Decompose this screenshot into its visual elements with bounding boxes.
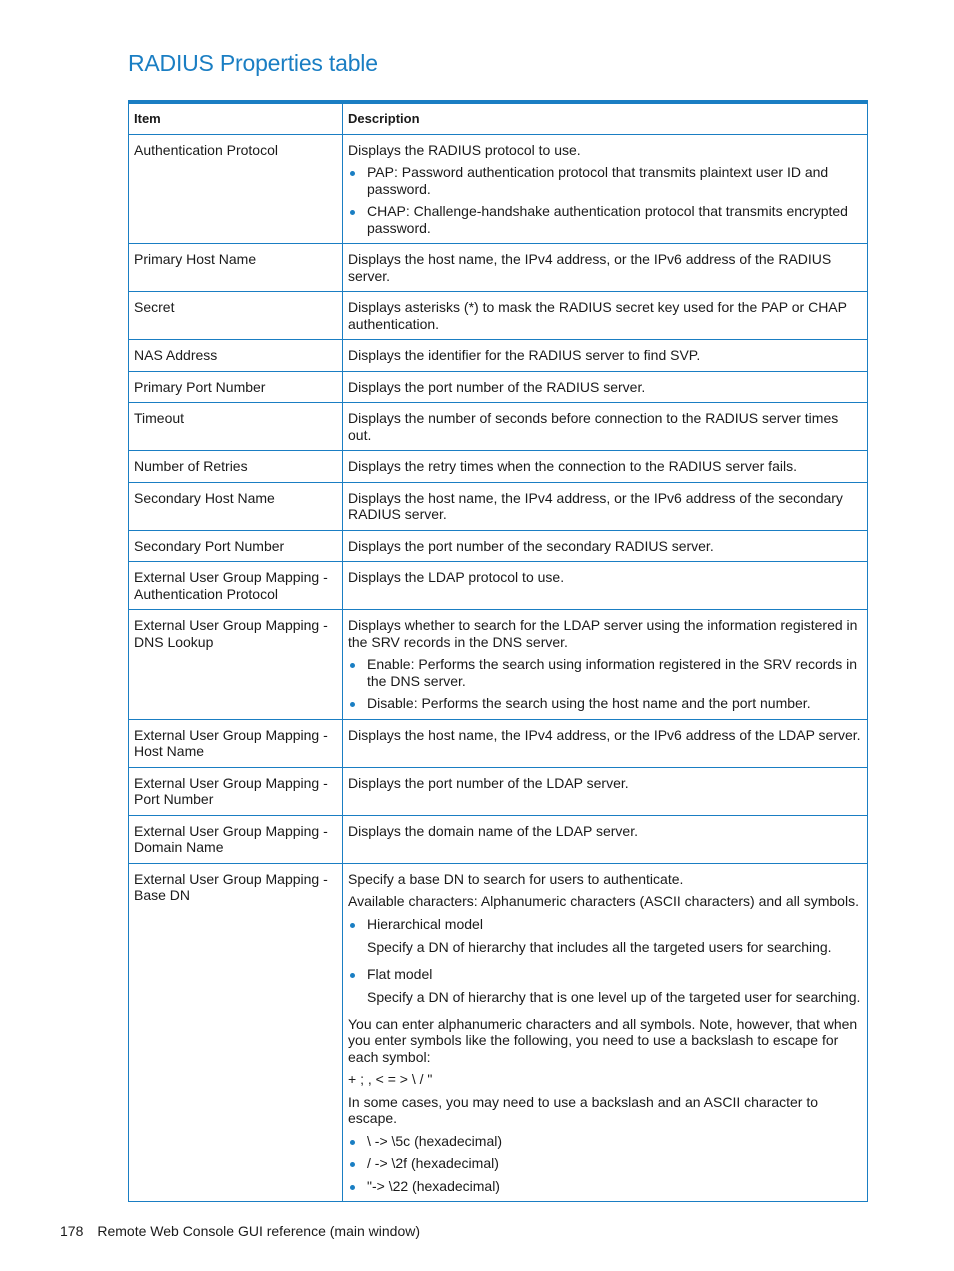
escape-list	[348, 1133, 862, 1195]
item-cell: External User Group Mapping - Authentication Protocol	[129, 562, 343, 610]
header-item: Item	[129, 102, 343, 134]
description-text: Displays the identifier for the RADIUS server to find SVP.	[348, 347, 701, 363]
table-row	[129, 482, 868, 530]
model-name: Flat model	[367, 965, 433, 982]
description-cell	[343, 530, 868, 562]
description-cell	[343, 371, 868, 403]
bullet-icon	[350, 663, 355, 668]
bullet-icon	[350, 1185, 355, 1190]
description-text: Displays the domain name of the LDAP server.	[348, 822, 639, 839]
description-cell	[343, 815, 868, 863]
list-item-text: / -> \2f (hexadecimal)	[367, 1155, 499, 1171]
item-cell: NAS Address	[129, 340, 343, 372]
escape-note: You can enter alphanumeric characters and all symbols. Note, however, that when you enter symbols like the following, you need to use a backslash to escape for each symbol:	[348, 1015, 858, 1065]
description-cell	[343, 403, 868, 451]
item-cell: Secondary Port Number	[129, 530, 343, 562]
table-row	[129, 530, 868, 562]
table-row	[129, 719, 868, 767]
model-name: Hierarchical model	[367, 915, 483, 932]
footer-text: Remote Web Console GUI reference (main window)	[97, 1223, 421, 1239]
list-item-text: PAP: Password authentication protocol that transmits plaintext user ID and password.	[367, 164, 829, 197]
description-cell	[343, 482, 868, 530]
list-item-text: Enable: Performs the search using information registered in the SRV records in the DNS server.	[367, 656, 857, 689]
bullet-icon	[350, 1140, 355, 1145]
description-text: Displays the RADIUS protocol to use.	[348, 141, 581, 158]
list-item	[348, 695, 862, 712]
description-text: Displays the host name, the IPv4 address, or the IPv6 address of the secondary RADIUS server.	[348, 489, 843, 522]
list-item-text: Disable: Performs the search using the host name and the port number.	[367, 695, 811, 711]
header-description: Description	[343, 102, 868, 134]
description-text: Displays the port number of the secondary RADIUS server.	[348, 537, 714, 554]
list-item	[348, 164, 862, 197]
list-item	[348, 1133, 862, 1150]
table-row	[129, 815, 868, 863]
description-text: Displays the number of seconds before connection to the RADIUS server times out.	[348, 410, 839, 443]
model-description: Specify a DN of hierarchy that includes all the targeted users for searching.	[367, 939, 832, 955]
item-cell: Secret	[129, 292, 343, 340]
bullet-list	[348, 656, 862, 712]
description-text: Displays the port number of the RADIUS server.	[348, 378, 646, 395]
description-text: Displays the retry times when the connection to the RADIUS server fails.	[348, 458, 797, 474]
bullet-icon	[350, 171, 355, 176]
list-item-text: CHAP: Challenge-handshake authentication protocol that transmits encrypted password.	[367, 203, 848, 236]
description-text: Specify a base DN to search for users to authenticate.	[348, 870, 684, 887]
description-cell	[343, 340, 868, 372]
description-text: Displays whether to search for the LDAP server using the information registered in the SRV records in the DNS server.	[348, 617, 858, 650]
escape-symbols: + ; , < = > \ / "	[348, 1071, 433, 1087]
list-item	[348, 203, 862, 236]
description-cell	[343, 610, 868, 720]
table-row	[129, 767, 868, 815]
available-characters-text: Available characters: Alphanumeric characters (ASCII characters) and all symbols.	[348, 893, 859, 909]
list-item	[348, 656, 862, 689]
description-cell	[343, 451, 868, 483]
page-footer	[60, 1223, 420, 1239]
description-text: Displays asterisks (*) to mask the RADIUS secret key used for the PAP or CHAP authentication.	[348, 299, 847, 332]
bullet-list	[348, 164, 862, 236]
item-cell: External User Group Mapping - DNS Lookup	[129, 610, 343, 720]
list-item-text: \ -> \5c (hexadecimal)	[367, 1132, 502, 1149]
table-row	[129, 451, 868, 483]
table-row	[129, 863, 868, 1202]
description-text: Displays the port number of the LDAP server.	[348, 774, 629, 791]
model-list	[348, 916, 862, 1006]
bullet-icon	[350, 923, 355, 928]
table-row	[129, 134, 868, 244]
item-cell: External User Group Mapping - Host Name	[129, 719, 343, 767]
list-item	[348, 966, 862, 1006]
table-row	[129, 610, 868, 720]
description-text: Displays the host name, the IPv4 address, or the IPv6 address of the LDAP server.	[348, 726, 861, 743]
table-row	[129, 403, 868, 451]
escape-note-2: In some cases, you may need to use a backslash and an ASCII character to escape.	[348, 1093, 819, 1126]
description-cell	[343, 244, 868, 292]
list-item	[348, 1155, 862, 1172]
item-cell: Authentication Protocol	[129, 134, 343, 244]
description-cell	[343, 562, 868, 610]
radius-properties-table	[128, 100, 868, 1202]
table-header-row	[129, 102, 868, 134]
description-cell	[343, 863, 868, 1202]
table-row	[129, 244, 868, 292]
list-item-text: "-> \22 (hexadecimal)	[367, 1177, 500, 1194]
description-cell	[343, 767, 868, 815]
bullet-icon	[350, 1162, 355, 1167]
item-cell: Timeout	[129, 403, 343, 451]
page-number: 178	[60, 1223, 84, 1239]
item-cell: External User Group Mapping - Port Number	[129, 767, 343, 815]
item-cell: Primary Host Name	[129, 244, 343, 292]
table-row	[129, 340, 868, 372]
item-cell: Secondary Host Name	[129, 482, 343, 530]
table-row	[129, 562, 868, 610]
table-row	[129, 292, 868, 340]
description-cell	[343, 134, 868, 244]
description-cell	[343, 292, 868, 340]
list-item	[348, 916, 862, 956]
item-cell: Primary Port Number	[129, 371, 343, 403]
description-cell	[343, 719, 868, 767]
model-description: Specify a DN of hierarchy that is one level up of the targeted user for searching.	[367, 989, 861, 1005]
description-text: Displays the host name, the IPv4 address, or the IPv6 address of the RADIUS server.	[348, 251, 832, 284]
item-cell: External User Group Mapping - Domain Name	[129, 815, 343, 863]
table-row	[129, 371, 868, 403]
bullet-icon	[350, 702, 355, 707]
item-cell: External User Group Mapping - Base DN	[129, 863, 343, 1202]
description-text: Displays the LDAP protocol to use.	[348, 569, 565, 585]
page-title: RADIUS Properties table	[128, 50, 378, 76]
bullet-icon	[350, 210, 355, 215]
list-item	[348, 1178, 862, 1195]
item-cell: Number of Retries	[129, 451, 343, 483]
bullet-icon	[350, 973, 355, 978]
